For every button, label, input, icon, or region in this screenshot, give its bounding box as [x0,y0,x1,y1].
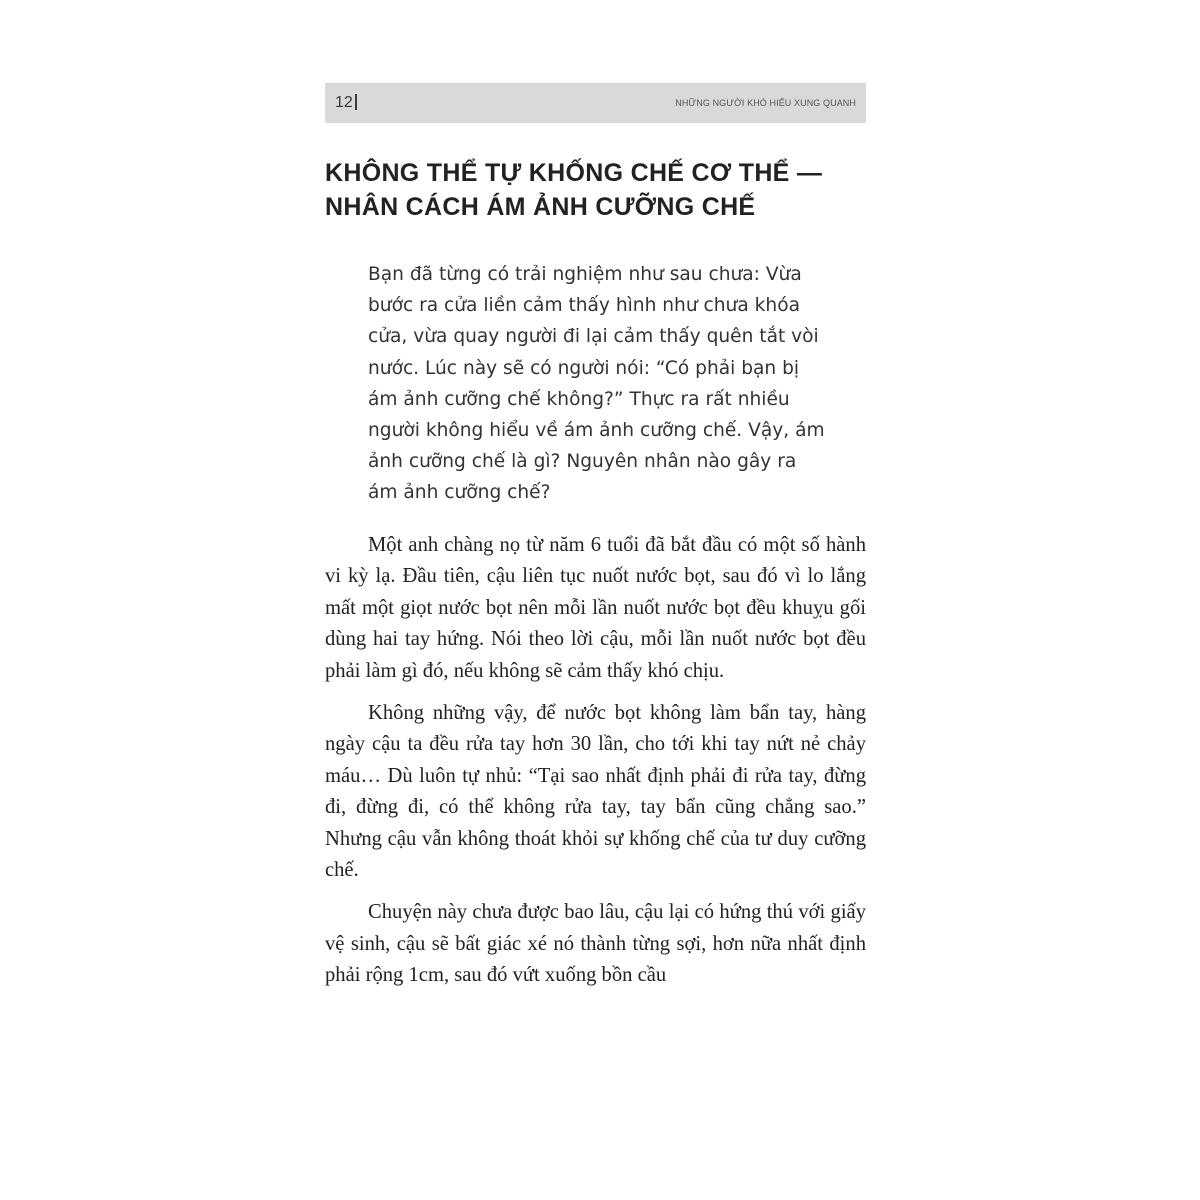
body-text [325,530,866,1003]
chapter-title: KHÔNG THỂ TỰ KHỐNG CHẾ CƠ THỂ — NHÂN CÁCH ÁM ẢNH CƯỠNG CHẾ [325,159,823,221]
running-title: NHỮNG NGƯỜI KHÓ HIỂU XUNG QUANH [675,98,856,108]
body-paragraph-2: Không những vậy, để nước bọt không làm bẩn tay, hàng ngày cậu ta đều rửa tay hơn 30 lần, cho tới khi tay nứt nẻ chảy máu… Dù luôn tự nhủ: “Tại sao nhất định phải đi rửa tay, đừng đi, đừng đi, có thể không rửa tay, tay bẩn cũng chẳng sao.” Nhưng cậu vẫn không thoát khỏi sự khống chế của tư duy cưỡng chế. [325,702,866,882]
header-divider [355,94,357,110]
body-paragraph-3: Chuyện này chưa được bao lâu, cậu lại có hứng thú với giấy vệ sinh, cậu sẽ bất giác xé nó thành từng sợi, hơn nữa nhất định phải rộng 1cm, sau đó vứt xuống bồn cầu [325,901,866,987]
intro-paragraph: Bạn đã từng có trải nghiệm như sau chưa: Vừa bước ra cửa liền cảm thấy hình như chưa khóa cửa, vừa quay người đi lại cảm thấy quên tắt vòi nước. Lúc này sẽ có người nói: “Có phải bạn bị ám ảnh cưỡng chế không?” Thực ra rất nhiều người không hiểu về ám ảnh cưỡng chế. Vậy, ám ảnh cưỡng chế là gì? Nguyên nhân nào gây ra ám ảnh cưỡng chế? [368,264,825,504]
page-header [325,83,866,123]
page-number: 12 [335,94,353,111]
body-paragraph-1: Một anh chàng nọ từ năm 6 tuổi đã bắt đầu có một số hành vi kỳ lạ. Đầu tiên, cậu liên tục nuốt nước bọt, sau đó vì lo lắng mất một giọt nước bọt nên mỗi lần nuốt nước bọt đều khuỵu gối dùng hai tay hứng. Nói theo lời cậu, mỗi lần nuốt nước bọt đều phải làm gì đó, nếu không sẽ cảm thấy khó chịu. [325,534,866,682]
